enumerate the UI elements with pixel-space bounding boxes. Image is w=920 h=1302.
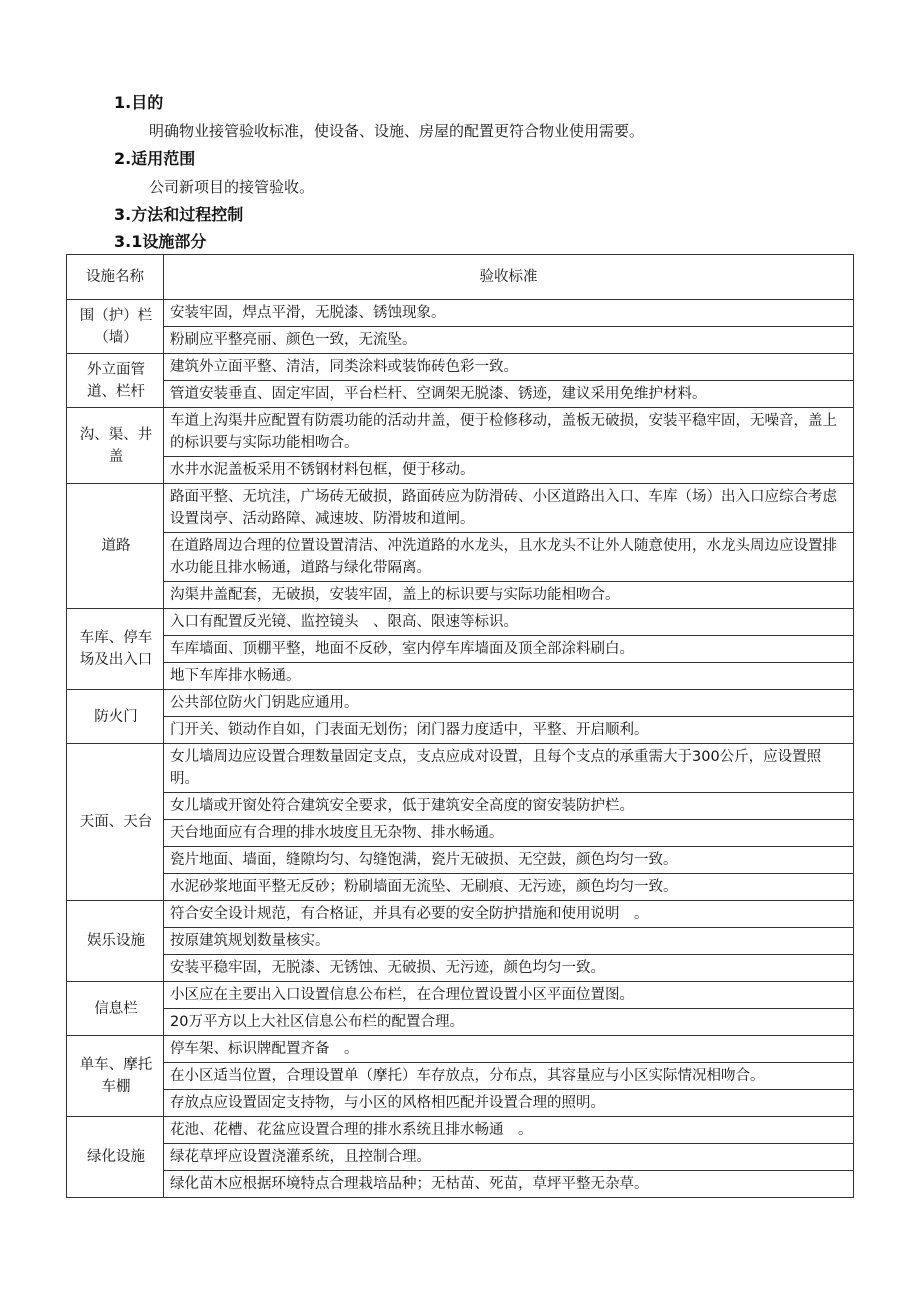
standard-cell: 女儿墙周边应设置合理数量固定支点，支点应成对设置，且每个支点的承重需大于300公斤，应设置照明。 xyxy=(164,744,854,793)
table-row xyxy=(67,820,854,847)
table-row xyxy=(67,609,854,636)
standard-cell: 车道上沟渠井应配置有防震功能的活动井盖，便于检修移动，盖板无破损，安装平稳牢固，无噪音，盖上的标识要与实际功能相吻合。 xyxy=(164,408,854,457)
standard-cell: 绿化苗木应根据环境特点合理栽培品种；无枯苗、死苗，草坪平整无杂草。 xyxy=(164,1171,854,1198)
table-row xyxy=(67,1117,854,1144)
standard-cell: 安装平稳牢固，无脱漆、无锈蚀、无破损、无污迹，颜色均匀一致。 xyxy=(164,955,854,982)
table-row xyxy=(67,300,854,327)
facility-name-cell: 单车、摩托车棚 xyxy=(67,1036,164,1117)
facility-name-cell: 道路 xyxy=(67,484,164,609)
table-row xyxy=(67,744,854,793)
standard-cell: 天台地面应有合理的排水坡度且无杂物、排水畅通。 xyxy=(164,820,854,847)
table-row xyxy=(67,717,854,744)
table-row xyxy=(67,484,854,533)
table-row xyxy=(67,636,854,663)
standard-cell: 停车架、标识牌配置齐备 。 xyxy=(164,1036,854,1063)
table-row xyxy=(67,874,854,901)
section-1-title: 1.目的 xyxy=(114,93,164,112)
table-row xyxy=(67,1036,854,1063)
standard-cell: 水泥砂浆地面平整无反砂；粉刷墙面无流坠、无刷痕、无污迹，颜色均匀一致。 xyxy=(164,874,854,901)
standard-cell: 在小区适当位置，合理设置单（摩托）车存放点，分布点，其容量应与小区实际情况相吻合。 xyxy=(164,1063,854,1090)
table-row xyxy=(67,690,854,717)
table-row xyxy=(67,582,854,609)
standard-cell: 建筑外立面平整、清洁，同类涂料或装饰砖色彩一致。 xyxy=(164,354,854,381)
standard-cell: 20万平方以上大社区信息公布栏的配置合理。 xyxy=(164,1009,854,1036)
standard-cell: 水井水泥盖板采用不锈钢材料包框，便于移动。 xyxy=(164,457,854,484)
standard-cell: 花池、花槽、花盆应设置合理的排水系统且排水畅通 。 xyxy=(164,1117,854,1144)
table-row xyxy=(67,1009,854,1036)
standard-cell: 存放点应设置固定支持物，与小区的风格相匹配并设置合理的照明。 xyxy=(164,1090,854,1117)
facility-name-cell: 外立面管道、栏杆 xyxy=(67,354,164,408)
standard-cell: 路面平整、无坑洼，广场砖无破损，路面砖应为防滑砖、小区道路出入口、车库（场）出入口应综合考虑设置岗亭、活动路障、减速坡、防滑坡和道闸。 xyxy=(164,484,854,533)
standard-cell: 粉刷应平整亮丽、颜色一致，无流坠。 xyxy=(164,327,854,354)
facility-name-cell: 天面、天台 xyxy=(67,744,164,901)
table-row xyxy=(67,1090,854,1117)
section-1-text: 明确物业接管验收标准，使设备、设施、房屋的配置更符合物业使用需要。 xyxy=(149,122,645,140)
table-row xyxy=(67,381,854,408)
standard-cell: 沟渠井盖配套，无破损，安装牢固，盖上的标识要与实际功能相吻合。 xyxy=(164,582,854,609)
table-row xyxy=(67,1171,854,1198)
standard-cell: 地下车库排水畅通。 xyxy=(164,663,854,690)
facility-acceptance-table xyxy=(66,254,854,1198)
standard-cell: 瓷片地面、墙面，缝隙均匀、勾缝饱满，瓷片无破损、无空鼓，颜色均匀一致。 xyxy=(164,847,854,874)
standard-cell: 管道安装垂直、固定牢固，平台栏杆、空调架无脱漆、锈迹，建议采用免维护材料。 xyxy=(164,381,854,408)
standard-cell: 入口有配置反光镜、监控镜头 、限高、限速等标识。 xyxy=(164,609,854,636)
table-row xyxy=(67,1063,854,1090)
table-row xyxy=(67,793,854,820)
table-row xyxy=(67,901,854,928)
standard-cell: 公共部位防火门钥匙应通用。 xyxy=(164,690,854,717)
table-row xyxy=(67,955,854,982)
table-row xyxy=(67,928,854,955)
table-row xyxy=(67,457,854,484)
section-3-1-title: 3.1设施部分 xyxy=(114,232,207,251)
table-row xyxy=(67,327,854,354)
table-row xyxy=(67,847,854,874)
standard-cell: 门开关、锁动作自如，门表面无划伤；闭门器力度适中，平整、开启顺利。 xyxy=(164,717,854,744)
facility-name-cell: 娱乐设施 xyxy=(67,901,164,982)
standard-cell: 女儿墙或开窗处符合建筑安全要求，低于建筑安全高度的窗安装防护栏。 xyxy=(164,793,854,820)
table-row xyxy=(67,663,854,690)
standard-cell: 按原建筑规划数量核实。 xyxy=(164,928,854,955)
table-row xyxy=(67,533,854,582)
facility-name-cell: 围（护）栏（墙） xyxy=(67,300,164,354)
standard-cell: 车库墙面、顶棚平整，地面不反砂，室内停车库墙面及顶全部涂料刷白。 xyxy=(164,636,854,663)
facility-name-cell: 绿化设施 xyxy=(67,1117,164,1198)
header-standard: 验收标准 xyxy=(164,255,854,300)
facility-name-cell: 车库、停车场及出入口 xyxy=(67,609,164,690)
standard-cell: 在道路周边合理的位置设置清洁、冲洗道路的水龙头，且水龙头不让外人随意使用，水龙头周边应设置排水功能且排水畅通，道路与绿化带隔离。 xyxy=(164,533,854,582)
facility-name-cell: 信息栏 xyxy=(67,982,164,1036)
section-2-title: 2.适用范围 xyxy=(114,149,196,168)
table-header-row xyxy=(67,255,854,300)
table-body xyxy=(67,300,854,1198)
table-row xyxy=(67,982,854,1009)
standard-cell: 小区应在主要出入口设置信息公布栏，在合理位置设置小区平面位置图。 xyxy=(164,982,854,1009)
header-facility-name: 设施名称 xyxy=(67,255,164,300)
table-row xyxy=(67,408,854,457)
section-2-text: 公司新项目的接管验收。 xyxy=(149,178,315,196)
facility-name-cell: 沟、渠、井盖 xyxy=(67,408,164,484)
facility-name-cell: 防火门 xyxy=(67,690,164,744)
standard-cell: 符合安全设计规范，有合格证，并具有必要的安全防护措施和使用说明 。 xyxy=(164,901,854,928)
table-row xyxy=(67,354,854,381)
table-row xyxy=(67,1144,854,1171)
standard-cell: 安装牢固，焊点平滑，无脱漆、锈蚀现象。 xyxy=(164,300,854,327)
section-3-title: 3.方法和过程控制 xyxy=(114,205,244,224)
standard-cell: 绿花草坪应设置浇灌系统，且控制合理。 xyxy=(164,1144,854,1171)
